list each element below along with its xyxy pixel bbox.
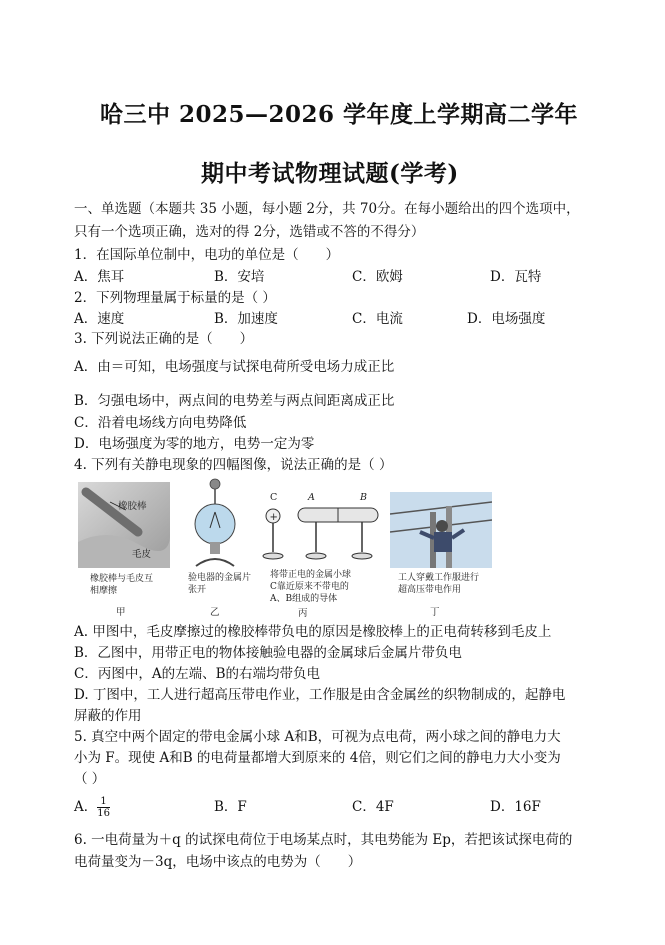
electroscope-image: [182, 476, 252, 572]
question-1-option-d: D．瓦特: [490, 269, 542, 285]
question-3-option-a: A．由＝可知，电场强度与试探电荷所受电场力成正比: [74, 359, 395, 375]
question-3-option-c: C．沿着电场线方向电势降低: [74, 415, 247, 431]
question-2-stem: 2．下列物理量属于标量的是（ ）: [74, 290, 276, 306]
question-4-stem: 4. 下列有关静电现象的四幅图像，说法正确的是（ ）: [74, 457, 393, 473]
label-rubber-rod: 橡胶棒: [118, 501, 147, 512]
question-4-option-d: D. 丁图中，工人进行超高压带电作业，工作服是由含金属丝的织物制成的，起静电: [74, 687, 566, 703]
question-3-stem: 3. 下列说法正确的是（ ）: [74, 331, 254, 347]
worker-image: [390, 492, 492, 568]
question-3-option-d: D．电场强度为零的地方，电势一定为零: [74, 436, 315, 452]
conductor-ab-image: [258, 492, 384, 572]
question-1-option-a: A．焦耳: [74, 269, 125, 285]
caption-jia: 橡胶棒与毛皮互相摩擦: [90, 574, 154, 596]
label-fur: 毛皮: [132, 549, 152, 560]
question-4-option-d-cont: 屏蔽的作用: [74, 708, 142, 724]
page-subtitle: 期中考试物理试题(学考): [201, 160, 459, 187]
rubber-rod-fur-image: [78, 482, 170, 568]
question-2-option-a: A．速度: [74, 311, 125, 327]
question-5-stem-line3: （ ）: [74, 771, 106, 787]
question-1-option-b: B．安培: [214, 269, 265, 285]
section-instructions-line2: 只有一个选项正确，选对的得 2分，选错或不答的不得分）: [74, 224, 425, 240]
figure-bing: [258, 492, 384, 618]
question-2-option-d: D．电场强度: [467, 311, 546, 327]
page-title: 哈三中 2025—2026 学年度上学期高二学年: [100, 101, 579, 128]
question-1-stem: 1．在国际单位制中，电功的单位是（ ）: [74, 247, 340, 263]
label-c: C: [270, 492, 278, 503]
figure-ding: [390, 492, 492, 618]
tag-jia: 甲: [116, 607, 126, 618]
question-4-option-a: A. 甲图中，毛皮摩擦过的橡胶棒带负电的原因是橡胶棒上的正电荷转移到毛皮上: [74, 624, 552, 640]
question-5-option-b: B．F: [214, 799, 247, 815]
tag-bing: 丙: [298, 608, 308, 619]
question-5-option-a: [74, 796, 110, 819]
question-5-stem-line2: 小为 F。现使 A和B 的电荷量都增大到原来的 4倍，则它们之间的静电力大小变为: [74, 750, 561, 766]
question-4-option-b: B．乙图中，用带正电的物体接触验电器的金属球后金属片带负电: [74, 645, 462, 661]
question-6-stem-line2: 电荷量变为－3q，电场中该点的电势为（ ）: [74, 854, 362, 870]
figure-jia: [78, 482, 170, 618]
label-b: B: [360, 492, 367, 503]
question-1-option-c: C．欧姆: [352, 269, 403, 285]
question-4-option-c: C．丙图中，A的左端、B的右端均带负电: [74, 666, 320, 682]
fraction-numerator: 1: [97, 796, 110, 808]
figure-yi: [182, 476, 252, 618]
question-5-option-c: C．4F: [352, 799, 394, 815]
question-6-stem-line1: 6. 一电荷量为＋q 的试探电荷位于电场某点时，其电势能为 Ep，若把该试探电荷的: [74, 832, 573, 848]
tag-yi: 乙: [210, 607, 220, 618]
caption-yi: 验电器的金属片张开: [188, 573, 252, 595]
fraction-denominator: 16: [97, 808, 110, 819]
caption-bing: 将带正电的金属小球C靠近原来不带电的A、B组成的导体: [270, 570, 352, 604]
question-5-option-d: D．16F: [490, 799, 541, 815]
section-instructions-line1: 一、单选题（本题共 35 小题，每小题 2分，共 70分。在每小题给出的四个选项中，: [74, 201, 580, 217]
question-5-option-a-prefix: A．: [74, 799, 98, 815]
question-5-stem-line1: 5. 真空中两个固定的带电金属小球 A和B，可视为点电荷，两小球之间的静电力大: [74, 729, 561, 745]
question-2-option-b: B．加速度: [214, 311, 278, 327]
caption-ding: 工人穿戴工作服进行超高压带电作用: [398, 573, 480, 595]
fraction-one-sixteenth: [97, 796, 110, 819]
tag-ding: 丁: [430, 607, 440, 618]
label-a: A: [308, 492, 315, 503]
svg-text:+: +: [269, 512, 278, 523]
question-3-option-b: B．匀强电场中，两点间的电势差与两点间距离成正比: [74, 393, 395, 409]
question-2-option-c: C．电流: [352, 311, 403, 327]
